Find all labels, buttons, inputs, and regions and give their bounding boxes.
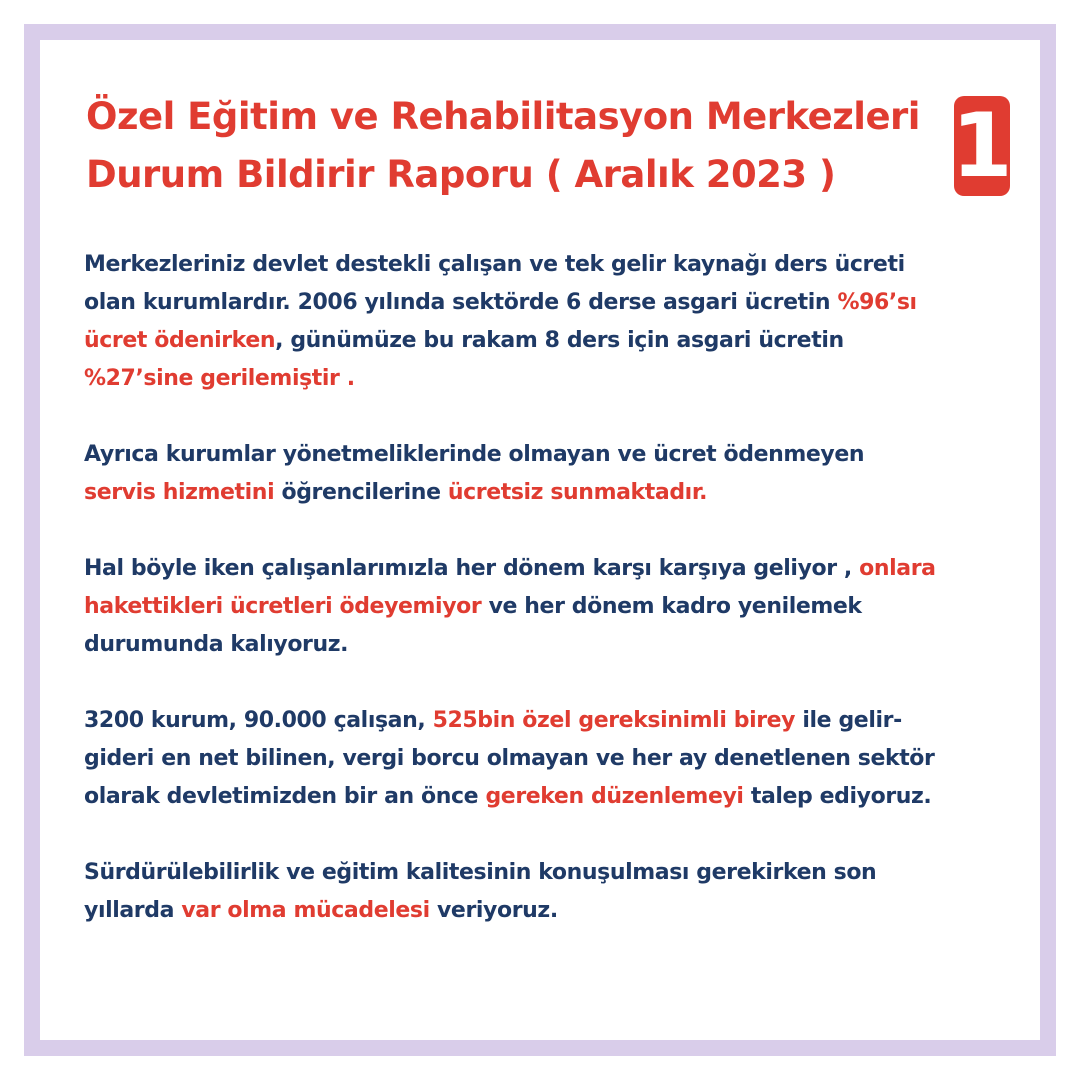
text-line: [84, 550, 1034, 588]
text-line: [84, 740, 1034, 778]
paragraph: [84, 854, 1034, 930]
body-text-segment: olarak devletimizden bir an önce: [84, 784, 486, 809]
body-text-segment: Sürdürülebilirlik ve eğitim kalitesinin konuşulması gerekirken son: [84, 860, 877, 885]
report-body: [84, 246, 1034, 968]
body-text-segment: talep ediyoruz.: [743, 784, 932, 809]
highlighted-text: ücret ödenirken: [84, 328, 276, 353]
highlighted-text: gereken düzenlemeyi: [485, 784, 744, 809]
highlighted-text: ücretsiz sunmaktadır.: [447, 480, 708, 505]
body-text-segment: Merkezleriniz devlet destekli çalışan ve tek gelir kaynağı ders ücreti: [84, 252, 905, 277]
text-line: [84, 892, 1034, 930]
highlighted-text: var olma mücadelesi: [181, 898, 430, 923]
body-text-segment: öğrencilerine: [274, 480, 448, 505]
text-line: [84, 474, 1034, 512]
paragraph: [84, 550, 1034, 664]
text-line: [84, 854, 1034, 892]
paragraph: [84, 246, 1034, 398]
body-text-segment: Ayrıca kurumlar yönetmeliklerinde olmayan ve ücret ödenmeyen: [84, 442, 865, 467]
body-text-segment: gideri en net bilinen, vergi borcu olmayan ve her ay denetlenen sektör: [84, 746, 935, 771]
body-text-segment: yıllarda: [84, 898, 182, 923]
text-line: [84, 322, 1034, 360]
body-text-segment: Hal böyle iken çalışanlarımızla her dönem karşı karşıya geliyor ,: [84, 556, 860, 581]
paragraph: [84, 702, 1034, 816]
body-text-segment: veriyoruz.: [429, 898, 558, 923]
body-text-segment: durumunda kalıyoruz.: [84, 632, 349, 657]
text-line: [84, 626, 1034, 664]
body-text-segment: ile gelir-: [795, 708, 902, 733]
page-title: [86, 88, 966, 204]
highlighted-text: %96’sı: [837, 290, 917, 315]
title-line-1: Özel Eğitim ve Rehabilitasyon Merkezleri: [86, 95, 920, 138]
highlighted-text: %27’sine gerilemiştir .: [84, 366, 355, 391]
text-line: [84, 246, 1034, 284]
text-line: [84, 436, 1034, 474]
body-text-segment: 3200 kurum, 90.000 çalışan,: [84, 708, 433, 733]
page-number-badge: [951, 94, 1013, 197]
text-line: [84, 778, 1034, 816]
text-line: [84, 360, 1034, 398]
body-text-segment: ve her dönem kadro yenilemek: [481, 594, 862, 619]
highlighted-text: 525bin özel gereksinimli birey: [432, 708, 796, 733]
body-text-segment: , günümüze bu rakam 8 ders için asgari ücretin: [275, 328, 844, 353]
highlighted-text: hakettikleri ücretleri ödeyemiyor: [84, 594, 482, 619]
title-line-2: Durum Bildirir Raporu ( Aralık 2023 ): [86, 153, 836, 196]
paragraph: [84, 436, 1034, 512]
text-line: [84, 284, 1034, 322]
page-number: 1: [951, 94, 1013, 197]
highlighted-text: onlara: [859, 556, 936, 581]
body-text-segment: olan kurumlardır. 2006 yılında sektörde 6 derse asgari ücretin: [84, 290, 838, 315]
text-line: [84, 588, 1034, 626]
highlighted-text: servis hizmetini: [84, 480, 275, 505]
text-line: [84, 702, 1034, 740]
